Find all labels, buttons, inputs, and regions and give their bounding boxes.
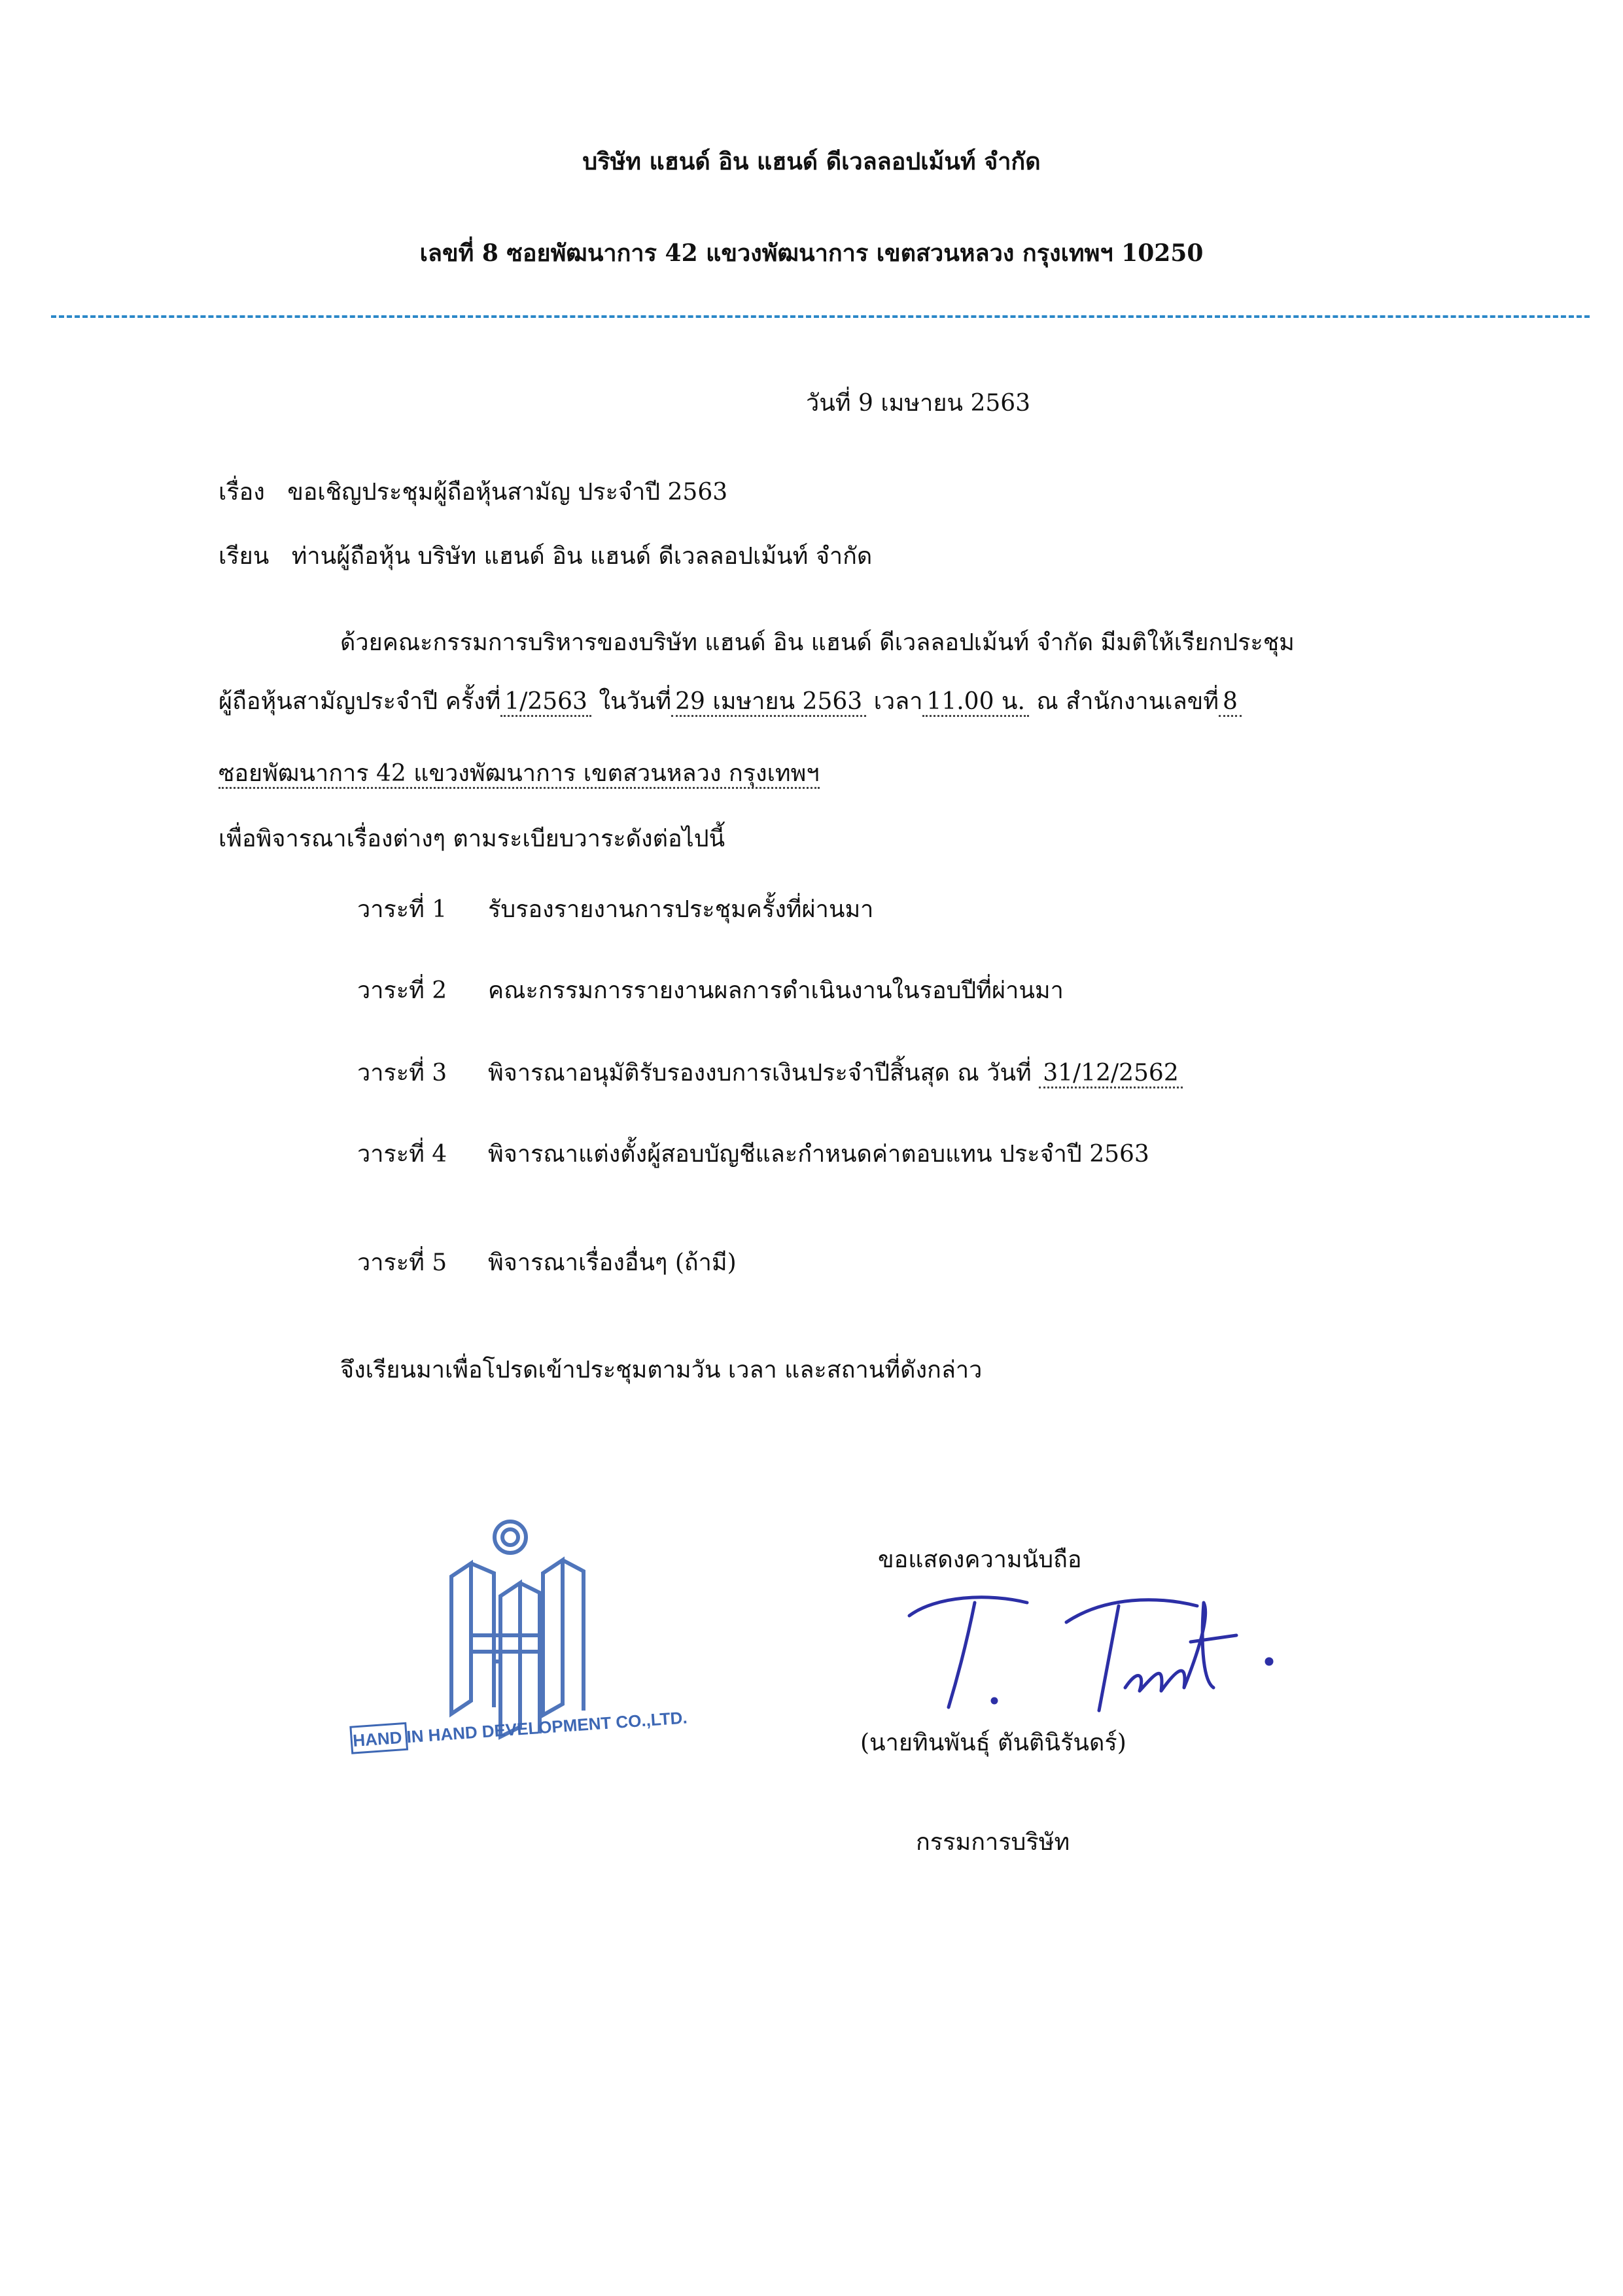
meeting-location bbox=[218, 757, 820, 790]
meeting-date: 29 เมษายน 2563 bbox=[671, 688, 866, 717]
header-divider bbox=[51, 315, 1590, 318]
subject-label: เรื่อง bbox=[218, 479, 265, 506]
body-text: ในวันที่ bbox=[599, 688, 672, 715]
agenda-item bbox=[357, 1057, 1183, 1090]
body-line-1: ด้วยคณะกรรมการบริหารของบริษัท แฮนด์ อิน แฮนด์ ดีเวลลอปเม้นท์ จำกัด มีมติให้เรียกประชุม bbox=[340, 629, 1295, 656]
stamp-text: HAND IN HAND DEVELOPMENT CO.,LTD. bbox=[352, 1707, 688, 1750]
agenda-item bbox=[357, 1247, 737, 1279]
handwritten-signature bbox=[896, 1576, 1302, 1727]
body-text: ณ สำนักงานเลขที่ bbox=[1036, 688, 1219, 715]
agenda-text: พิจารณาเรื่องอื่นๆ (ถ้ามี) bbox=[488, 1249, 737, 1276]
agenda-text: คณะกรรมการรายงานผลการดำเนินงานในรอบปีที่ผ่านมา bbox=[488, 977, 1064, 1004]
company-stamp-logo bbox=[340, 1511, 693, 1773]
agenda-label: วาระที่ 1 bbox=[357, 896, 447, 923]
office-number: 8 bbox=[1219, 688, 1242, 717]
agenda-label: วาระที่ 5 bbox=[357, 1249, 447, 1276]
agenda-text: พิจารณาแต่งตั้งผู้สอบบัญชีและกำหนดค่าตอบแทน ประจำปี 2563 bbox=[488, 1141, 1149, 1168]
body-text: ผู้ถือหุ้นสามัญประจำปี ครั้งที่ bbox=[218, 688, 501, 715]
regards-text: ขอแสดงความนับถือ bbox=[878, 1546, 1082, 1573]
recipient-label: เรียน bbox=[218, 543, 270, 570]
signatory-title: กรรมการบริษัท bbox=[916, 1829, 1070, 1856]
body-line-2 bbox=[218, 686, 1242, 718]
agenda-item bbox=[357, 894, 873, 926]
recipient-line bbox=[218, 540, 872, 573]
agenda-item bbox=[357, 1138, 1149, 1171]
company-name: บริษัท แฮนด์ อิน แฮนด์ ดีเวลลอปเม้นท์ จำกัด bbox=[582, 148, 1041, 175]
agenda-item bbox=[357, 975, 1064, 1007]
agenda-text: พิจารณาอนุมัติรับรองงบการเงินประจำปีสิ้นสุด ณ วันที่ bbox=[488, 1060, 1032, 1087]
signatory-name: (นายทินพันธุ์ ตันตินิรันดร์) bbox=[860, 1730, 1126, 1756]
subject-text: ขอเชิญประชุมผู้ถือหุ้นสามัญ ประจำปี 2563 bbox=[287, 479, 728, 506]
meeting-time: 11.00 น. bbox=[922, 688, 1029, 717]
subject-line bbox=[218, 476, 727, 509]
location-text: ซอยพัฒนาการ 42 แขวงพัฒนาการ เขตสวนหลวง กรุงเทพฯ bbox=[218, 760, 820, 789]
agenda-label: วาระที่ 4 bbox=[357, 1141, 447, 1168]
agenda-intro: เพื่อพิจารณาเรื่องต่างๆ ตามระเบียบวาระดังต่อไปนี้ bbox=[218, 826, 725, 852]
meeting-number: 1/2563 bbox=[500, 688, 591, 717]
agenda-text: รับรองรายงานการประชุมครั้งที่ผ่านมา bbox=[488, 896, 874, 923]
fiscal-year-end: 31/12/2562 bbox=[1039, 1060, 1183, 1088]
company-address: เลขที่ 8 ซอยพัฒนาการ 42 แขวงพัฒนาการ เขตสวนหลวง กรุงเทพฯ 10250 bbox=[419, 239, 1204, 267]
closing-text: จึงเรียนมาเพื่อโปรดเข้าประชุมตามวัน เวลา และสถานที่ดังกล่าว bbox=[340, 1357, 983, 1383]
agenda-label: วาระที่ 2 bbox=[357, 977, 447, 1004]
letter-date: วันที่ 9 เมษายน 2563 bbox=[806, 390, 1031, 417]
recipient-text: ท่านผู้ถือหุ้น บริษัท แฮนด์ อิน แฮนด์ ดีเวลลอปเม้นท์ จำกัด bbox=[291, 543, 873, 570]
agenda-label: วาระที่ 3 bbox=[357, 1060, 447, 1087]
body-text: เวลา bbox=[873, 688, 923, 715]
